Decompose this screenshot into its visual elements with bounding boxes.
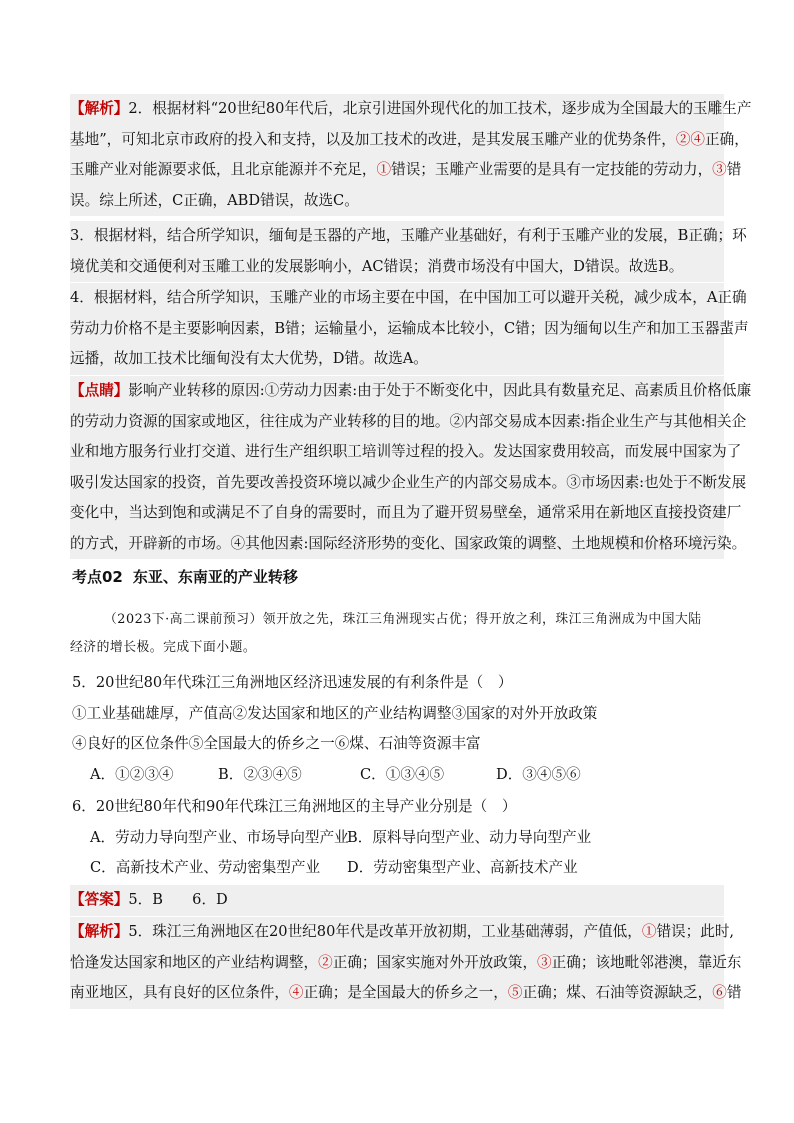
- tips-tag: 【点睛】: [70, 382, 129, 399]
- question-6-stem: 6．20世纪80年代和90年代珠江三角洲地区的主导产业分别是（ ）: [72, 798, 517, 815]
- analysis-block-q4: 4．根据材料，结合所学知识，玉雕产业的市场主要在中国，在中国加工可以避开关税，减少成本，A正确 劳动力价格不是主要影响因素，B错；运输量小，运输成本比较小，C错；因为缅甸以生产和加工玉器蜚声 远播，故加工技术比缅甸没有太大优势，D错。故选A。: [70, 283, 724, 375]
- answer-text: 5．B 6．D: [128, 891, 228, 908]
- answer-tag: 【答案】: [70, 891, 129, 908]
- analysis-block-q3: 3．根据材料，结合所学知识，缅甸是玉器的产地，玉雕产业基础好，有利于玉雕产业的发展，B正确；环 境优美和交通便利对玉雕工业的发展影响小，AC错误；消费市场没有中国大，D错误。故选B。: [70, 221, 724, 282]
- analysis-tag: 【解析】: [70, 100, 129, 117]
- section-heading: [72, 566, 298, 587]
- answer-block: [70, 885, 724, 916]
- section-title: 东亚、东南亚的产业转移: [132, 568, 298, 586]
- question-5-stem: 5．20世纪80年代珠江三角洲地区经济迅速发展的有利条件是（ ）: [72, 674, 513, 691]
- option-d: D．③④⑤⑥: [496, 765, 581, 783]
- option-b: B．②③④⑤: [218, 765, 302, 783]
- option-c: C．①③④⑤: [360, 765, 445, 783]
- option-a: A．①②③④: [90, 765, 174, 783]
- question-6: [72, 792, 726, 884]
- question-intro: （2023下·高二课前预习）领开放之先，珠江三角洲现实占优；得开放之利，珠江三角洲成为中国大陆 经济的增长极。完成下面小题。: [70, 612, 702, 655]
- analysis-tag: 【解析】: [70, 923, 129, 940]
- section-label: 考点02: [72, 568, 123, 586]
- question-5-options: [72, 760, 726, 791]
- question-5: [72, 668, 726, 790]
- question-5-conditions-1: ①工业基础雄厚，产值高②发达国家和地区的产业结构调整③国家的对外开放政策: [72, 704, 598, 722]
- option-c: C．高新技术产业、劳动密集型产业: [90, 859, 321, 876]
- question-5-conditions-2: ④良好的区位条件⑤全国最大的侨乡之一⑥煤、石油等资源丰富: [72, 735, 481, 752]
- option-a: A．劳动力导向型产业、市场导向型产业: [90, 828, 349, 846]
- option-d: D．劳动密集型产业、高新技术产业: [347, 859, 578, 876]
- analysis-block-q5: 【解析】5．珠江三角洲地区在20世纪80年代是改革开放初期，工业基础薄弱，产值低，①错误；此时, 恰逢发达国家和地区的产业结构调整，②正确；国家实施对外开放政策，③正确；该地毗邻港澳，靠近东 南亚地区，具有良好的区位条件，④正确；是全国最大的侨乡之一，⑤正确；煤、石油等资源缺乏，⑥错: [70, 917, 724, 1009]
- analysis-block-q2: 【解析】2．根据材料“20世纪80年代后，北京引进国外现代化的加工技术，逐步成为全国最大的玉雕生产 基地”，可知北京市政府的投入和支持，以及加工技术的改进，是其发展玉雕产业的优势条件，②④正确， 玉雕产业对能源要求低，且北京能源并不充足，①错误；玉雕产业需要的是具有一定技能的劳动力，③错 误。综上所述，C正确，ABD错误，故选C。: [70, 94, 724, 216]
- option-b: B．原料导向型产业、动力导向型产业: [347, 828, 592, 846]
- tips-block: 【点睛】影响产业转移的原因:①劳动力因素:由于处于不断变化中，因此具有数量充足、高素质且价格低廉 的劳动力资源的国家或地区，往往成为产业转移的目的地。②内部交易成本因素:指企业生产与其他相关企 业和地方服务行业打交道、进行生产组织职工培训等过程的投入。发达国家费用较高，而发展中国家为了 吸引发达国家的投资，首先要改善投资环境以减少企业生产的内部交易成本。③市场因素:也处于不断发展 变化中，当达到饱和或满足不了自身的需要时，而且为了避开贸易壁垒，通常采用在新地区直接投资建厂 的方式，开辟新的市场。④其他因素:国际经济形势的变化、国家政策的调整、土地规模和价格环境污染。: [70, 376, 724, 559]
